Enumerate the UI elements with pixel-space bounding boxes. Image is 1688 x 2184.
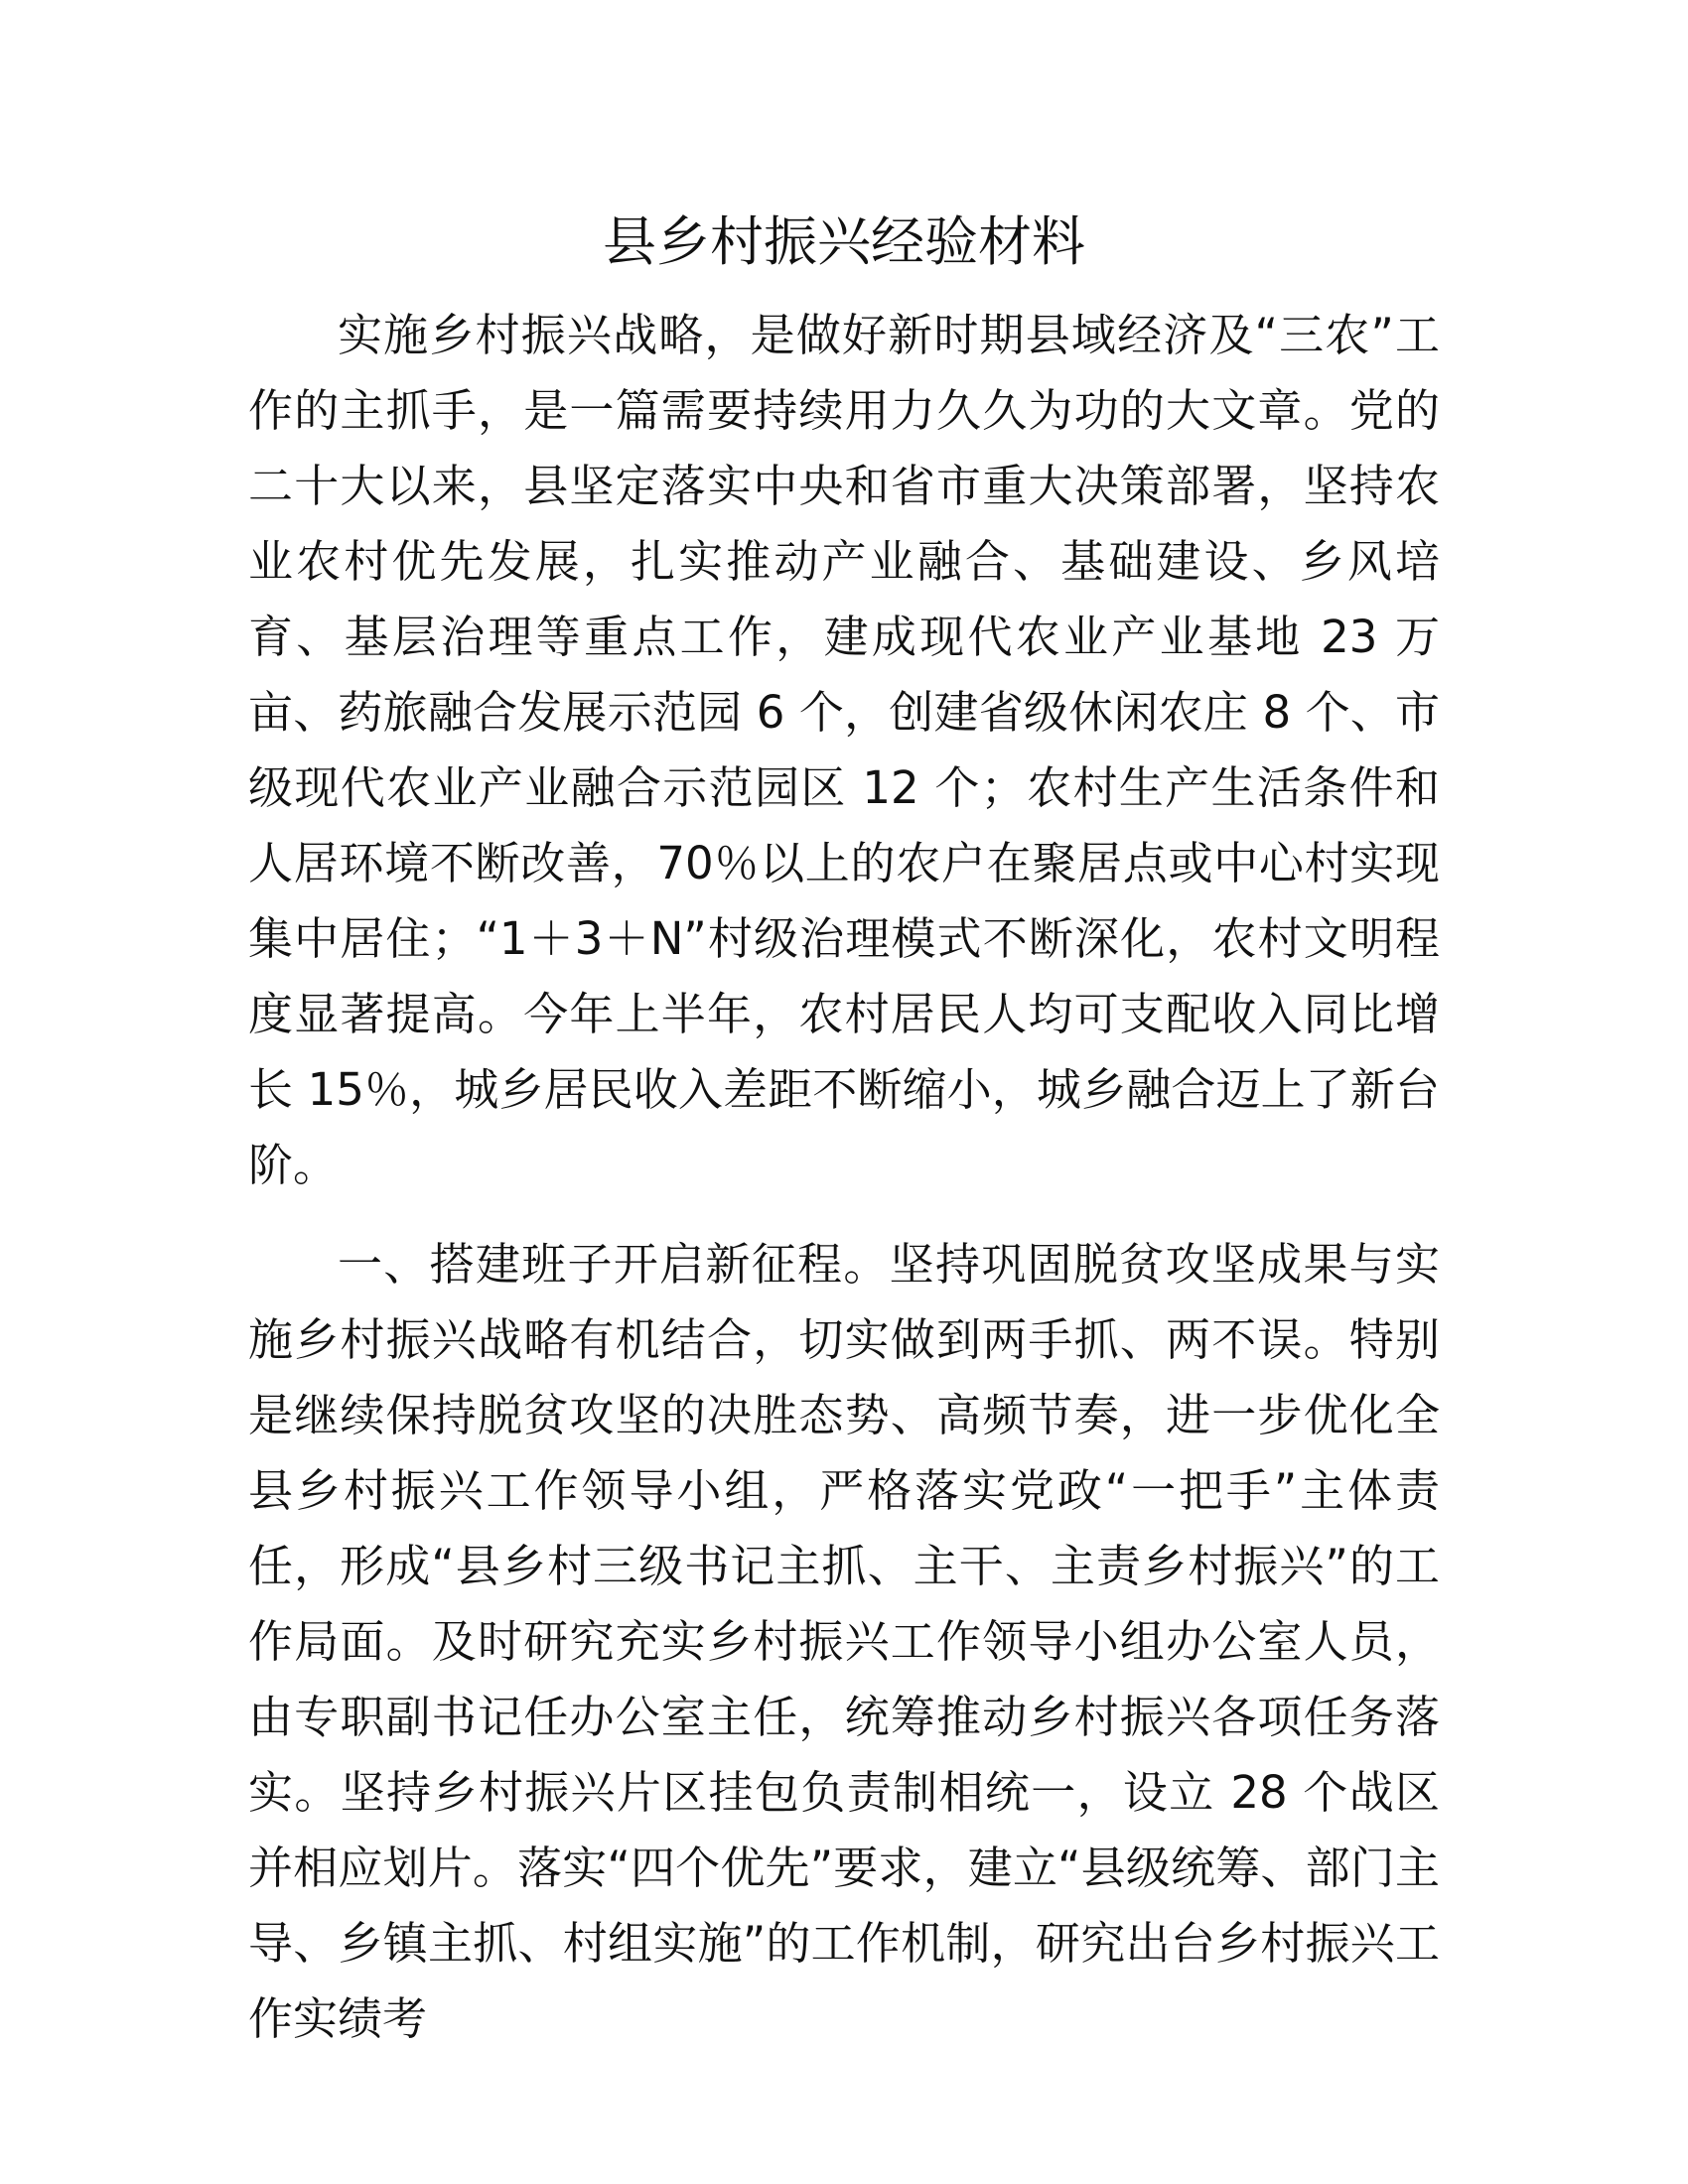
paragraph-section-one: 一、搭建班子开启新征程。坚持巩固脱贫攻坚成果与实施乡村振兴战略有机结合，切实做到两手抓、两不误。特别是继续保持脱贫攻坚的决胜态势、高频节奏，进一步优化全县乡村振兴工作领导小组，严格落实党政“一把手”主体责任，形成“县乡村三级书记主抓、主干、主责乡村振兴”的工作局面。及时研究充实乡村振兴工作领导小组办公室人员，由专职副书记任办公室主任，统筹推动乡村振兴各项任务落实。坚持乡村振兴片区挂包负责制相统一，设立 28 个战区并相应划片。落实“四个优先”要求，建立“县级统筹、部门主导、乡镇主抓、村组实施”的工作机制，研究出台乡村振兴工作实绩考: [248, 1238, 1440, 2045]
document-title: 县乡村振兴经验材料: [603, 210, 1085, 273]
document-body: [248, 298, 1440, 2057]
paragraph-intro: 实施乡村振兴战略，是做好新时期县域经济及“三农”工作的主抓手，是一篇需要持续用力久久为功的大文章。党的二十大以来，县坚定落实中央和省市重大决策部署，坚持农业农村优先发展，扎实推动产业融合、基础建设、乡风培育、基层治理等重点工作，建成现代农业产业基地 23 万亩、药旅融合发展示范园 6 个，创建省级休闲农庄 8 个、市级现代农业产业融合示范园区 12 个；农村生产生活条件和人居环境不断改善，70％以上的农户在聚居点或中心村实现集中居住；“1＋3＋N”村级治理模式不断深化，农村文明程度显著提高。今年上半年，农村居民人均可支配收入同比增长 15％，城乡居民收入差距不断缩小，城乡融合迈上了新台阶。: [248, 309, 1440, 1191]
